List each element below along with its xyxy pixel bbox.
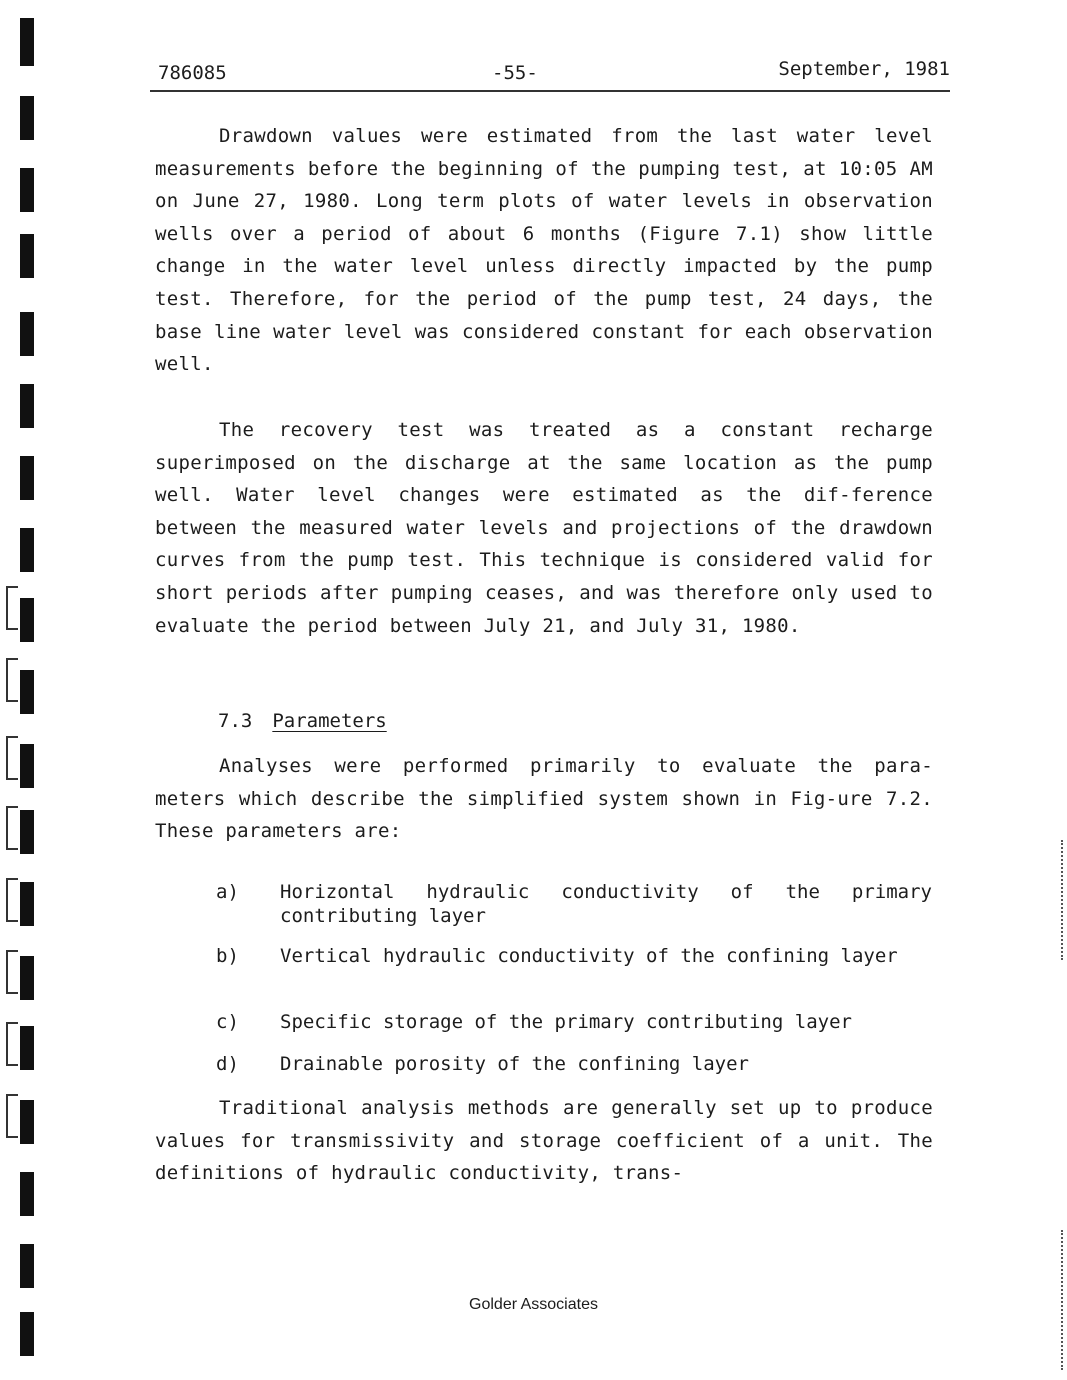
binder-mark bbox=[20, 810, 34, 854]
list-marker: c) bbox=[216, 1011, 239, 1033]
paragraph-drawdown: Drawdown values were estimated from the last water level measurements before the beginning of the pumping test, at 10:05 AM on June 27, 1980. Long term plots of water levels in observation wells over a period of about 6 months (Figure 7.1) show little change in the water level unless directly impacted by the pump test. Therefore, for the period of the pump test, 24 days, the base line water level was considered constant for each observation well. bbox=[155, 125, 933, 376]
binder-mark bbox=[20, 1026, 34, 1070]
list-item bbox=[216, 944, 932, 968]
binder-mark bbox=[20, 234, 34, 278]
binder-mark bbox=[20, 744, 34, 788]
paragraph-recovery: The recovery test was treated as a constant recharge superimposed on the discharge at the same location as the pump well. Water level changes were estimated as the dif-ference between the measured water levels and projections of the drawdown curves from the pump test. This technique is considered valid for short periods after pumping ceases, and was therefore only used to evaluate the period between July 21, and July 31, 1980. bbox=[155, 419, 933, 637]
section-heading bbox=[218, 710, 387, 732]
binder-mark bbox=[20, 456, 34, 500]
binder-mark bbox=[20, 96, 34, 140]
scan-edge-dots bbox=[1058, 840, 1063, 960]
page-number: -55- bbox=[492, 62, 538, 84]
list-item-text: Vertical hydraulic conductivity of the confining layer bbox=[280, 945, 898, 967]
binder-mark bbox=[20, 1100, 34, 1144]
list-marker: d) bbox=[216, 1053, 239, 1075]
paragraph-traditional: Traditional analysis methods are generally set up to produce values for transmissivity and storage coefficient of a unit. The definitions of hydraulic conductivity, trans- bbox=[155, 1097, 933, 1185]
document-date: September, 1981 bbox=[778, 58, 950, 80]
scan-bracket bbox=[6, 586, 18, 630]
list-item-text: Drainable porosity of the confining layer bbox=[280, 1053, 749, 1075]
scan-bracket bbox=[6, 878, 18, 922]
binder-mark bbox=[20, 598, 34, 642]
binder-mark bbox=[20, 956, 34, 1000]
binder-mark bbox=[20, 1172, 34, 1216]
section-number: 7.3 bbox=[218, 710, 253, 732]
binder-mark bbox=[20, 384, 34, 428]
section-title: Parameters bbox=[272, 710, 387, 732]
list-item-text: Specific storage of the primary contributing layer bbox=[280, 1011, 852, 1033]
list-item bbox=[216, 1052, 932, 1076]
binder-mark bbox=[20, 312, 34, 356]
list-marker: b) bbox=[216, 945, 239, 967]
binder-mark bbox=[20, 1244, 34, 1288]
scan-bracket bbox=[6, 658, 18, 702]
scan-bracket bbox=[6, 1022, 18, 1066]
scan-bracket bbox=[6, 736, 18, 780]
scan-bracket bbox=[6, 950, 18, 994]
document-id: 786085 bbox=[158, 62, 227, 84]
binder-mark bbox=[20, 18, 34, 66]
list-item-text: Horizontal hydraulic conductivity of the primary contributing layer bbox=[280, 881, 932, 927]
binder-mark bbox=[20, 670, 34, 714]
scan-bracket bbox=[6, 1094, 18, 1138]
page-header bbox=[150, 54, 950, 92]
scan-bracket bbox=[6, 806, 18, 850]
list-item bbox=[216, 880, 932, 928]
binder-mark bbox=[20, 528, 34, 572]
list-item bbox=[216, 1010, 932, 1034]
page-footer: Golder Associates bbox=[469, 1296, 598, 1313]
binder-mark bbox=[20, 168, 34, 212]
paragraph-analyses: Analyses were performed primarily to evaluate the para-meters which describe the simplified system shown in Fig-ure 7.2. These parameters are: bbox=[155, 755, 933, 843]
binder-mark bbox=[20, 882, 34, 926]
list-marker: a) bbox=[216, 881, 239, 903]
binder-mark bbox=[20, 1312, 34, 1356]
